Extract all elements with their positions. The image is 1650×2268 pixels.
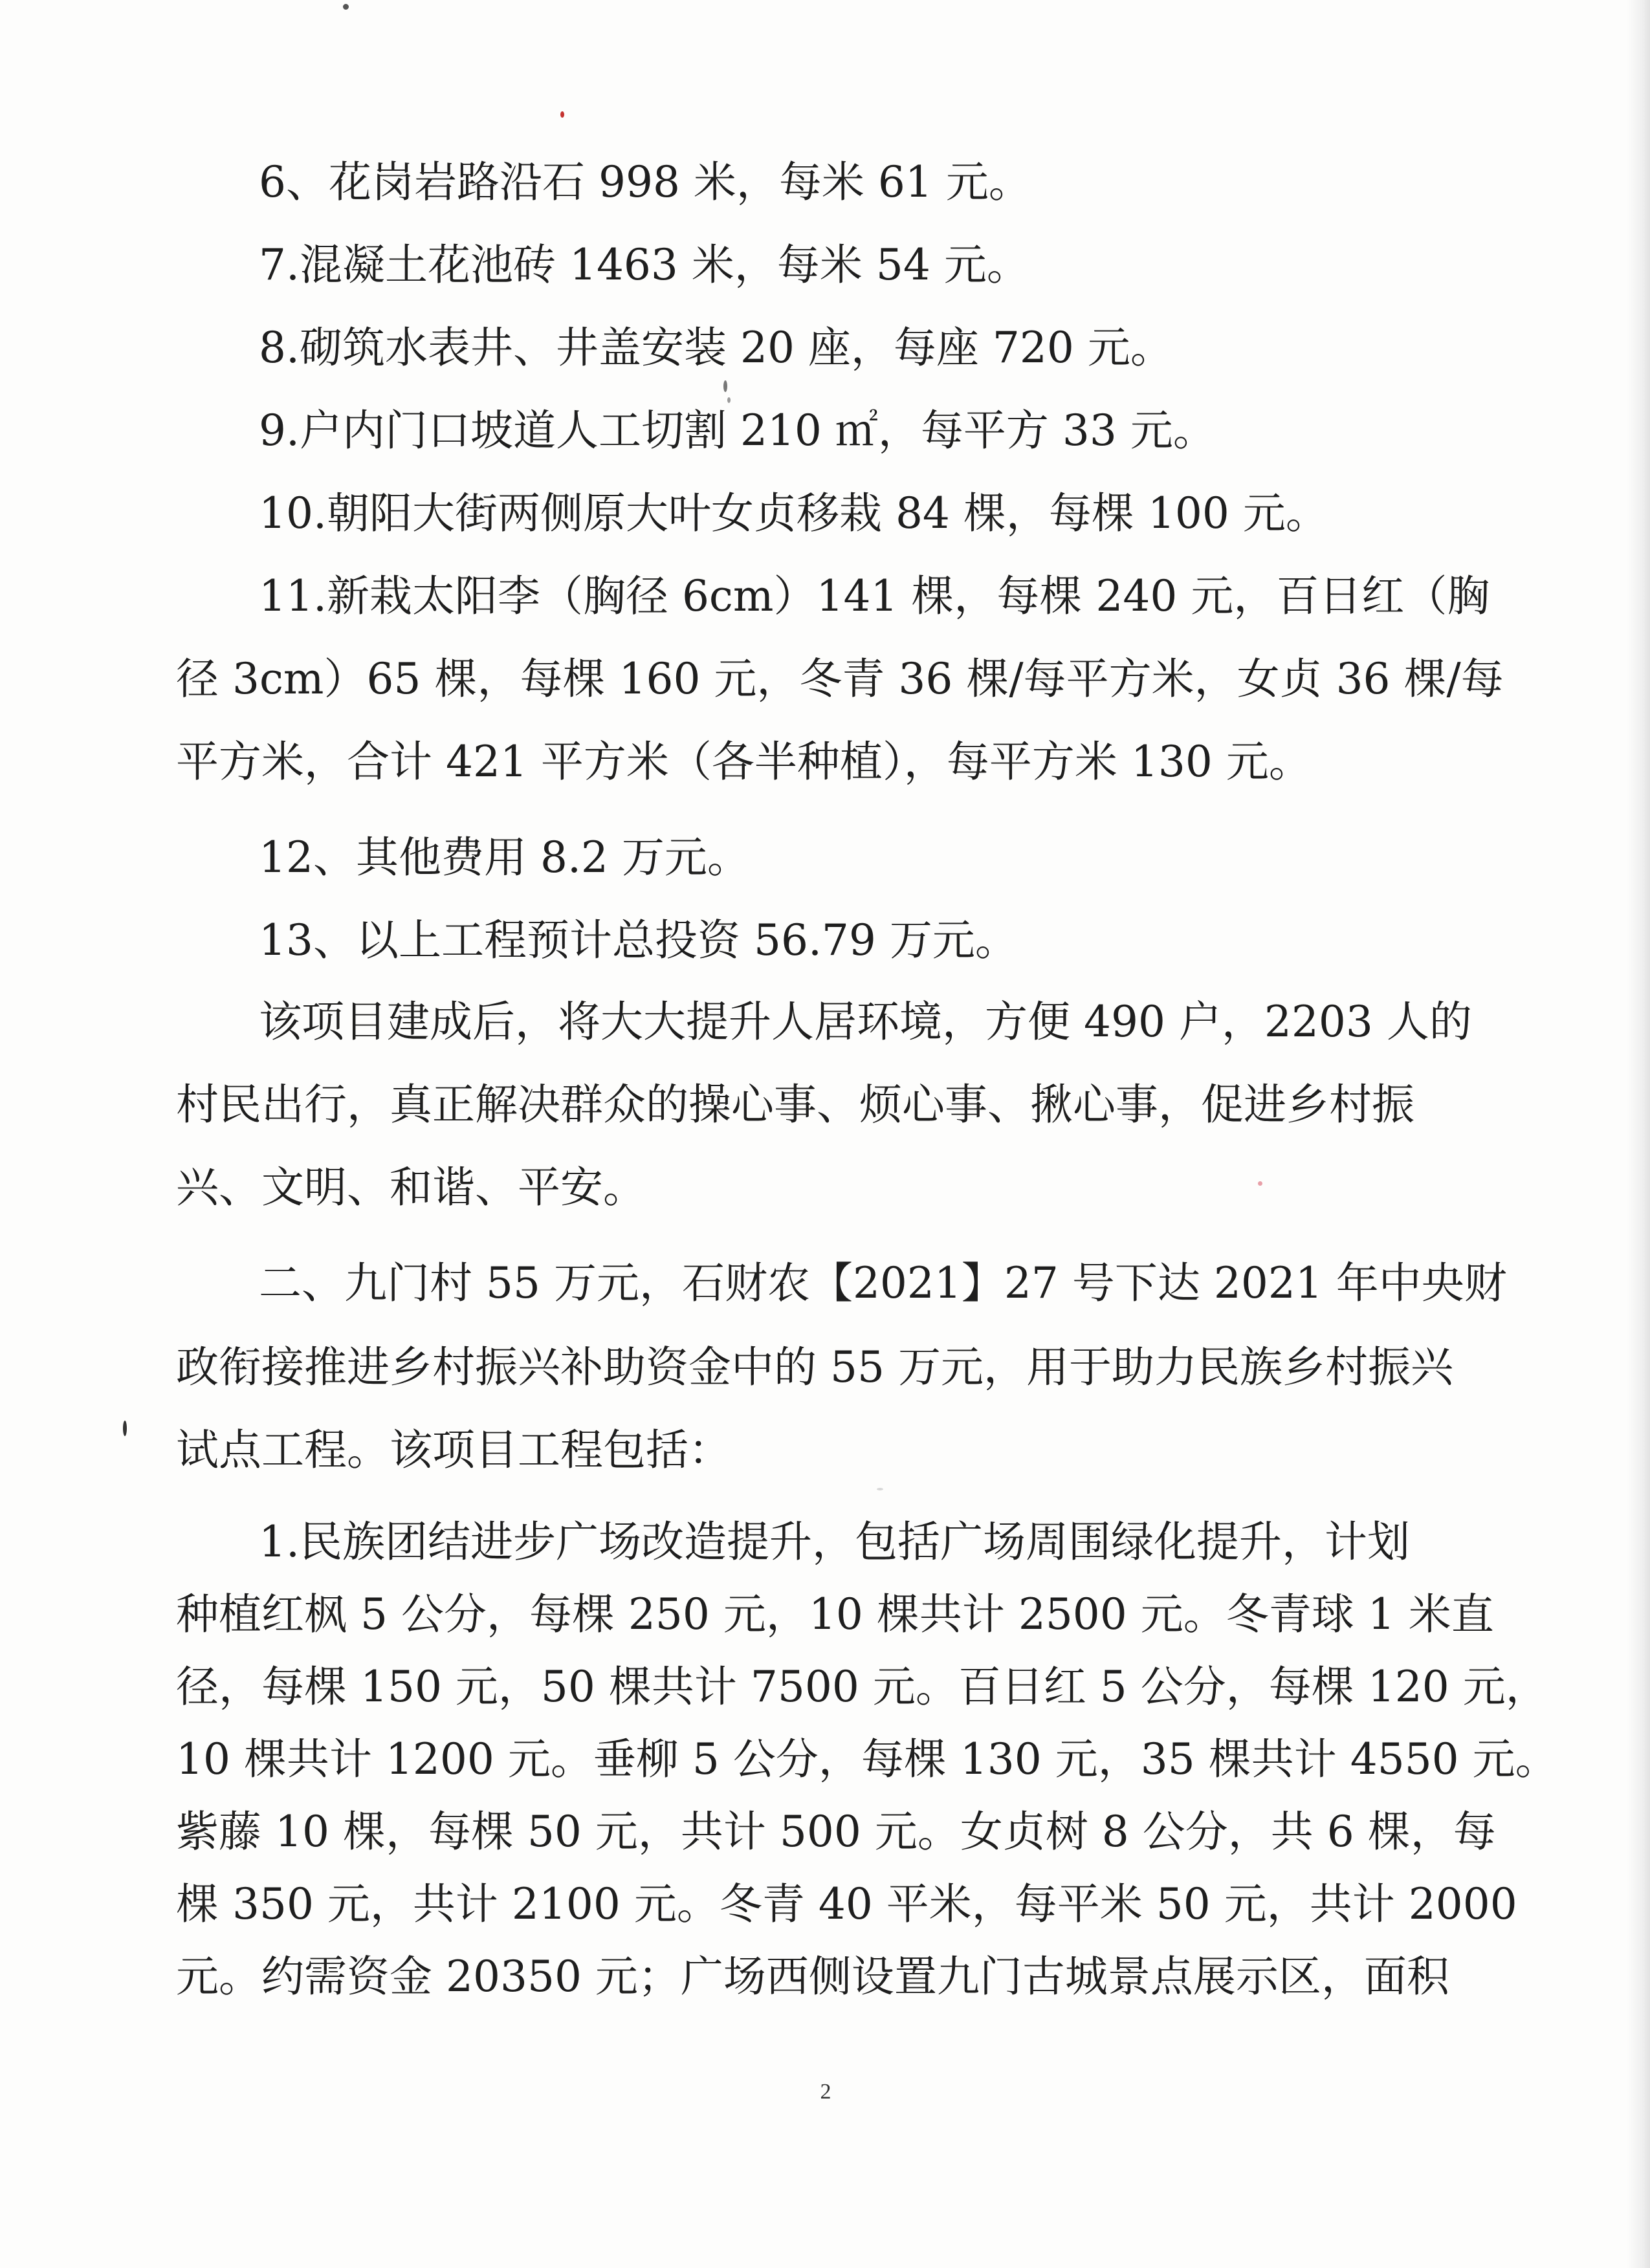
- text-line-13: 兴、文明、和谐、平安。: [176, 1162, 646, 1212]
- text-line-5: 10.朝阳大街两侧原大叶女贞移栽 84 棵，每棵 100 元。: [259, 488, 1328, 538]
- text-line-6: 11.新栽太阳李（胸径 6cm）141 棵，每棵 240 元，百日红（胸: [259, 571, 1490, 621]
- text-line-22: 棵 350 元，共计 2100 元。冬青 40 平米，每平米 50 元，共计 2000: [176, 1879, 1517, 1929]
- text-line-9: 12、其他费用 8.2 万元。: [259, 833, 750, 882]
- text-line-2: 7.混凝土花池砖 1463 米，每米 54 元。: [259, 240, 1029, 290]
- scan-speck: [560, 111, 564, 118]
- text-line-17: 1.民族团结进步广场改造提升，包括广场周围绿化提升，计划: [259, 1517, 1410, 1567]
- text-line-21: 紫藤 10 棵，每棵 50 元，共计 500 元。女贞树 8 公分，共 6 棵，每: [176, 1807, 1496, 1857]
- text-line-23: 元。约需资金 20350 元；广场西侧设置九门古城景点展示区，面积: [176, 1952, 1449, 2001]
- text-line-11: 该项目建成后，将大大提升人居环境，方便 490 户，2203 人的: [259, 997, 1472, 1047]
- text-line-18: 种植红枫 5 公分，每棵 250 元，10 棵共计 2500 元。冬青球 1 米直: [176, 1589, 1494, 1639]
- text-line-12: 村民出行，真正解决群众的操心事、烦心事、揪心事，促进乡村振: [176, 1080, 1414, 1129]
- text-line-16: 试点工程。该项目工程包括：: [176, 1425, 731, 1475]
- text-line-1: 6、花岗岩路沿石 998 米，每米 61 元。: [259, 157, 1031, 207]
- text-line-19: 径，每棵 150 元，50 棵共计 7500 元。百日红 5 公分，每棵 120 元，: [176, 1662, 1548, 1712]
- text-line-14: 二、九门村 55 万元，石财农【2021】27 号下达 2021 年中央财: [259, 1258, 1507, 1308]
- scan-speck: [727, 397, 731, 403]
- scan-speck: [1258, 1181, 1262, 1186]
- page-number: 2: [820, 2080, 831, 2104]
- scan-speck: [723, 380, 727, 392]
- text-line-4: 9.户内门口坡道人工切割 210 ㎡，每平方 33 元。: [259, 406, 1216, 455]
- scan-speck: [123, 1421, 127, 1436]
- text-line-15: 政衔接推进乡村振兴补助资金中的 55 万元，用于助力民族乡村振兴: [176, 1342, 1453, 1392]
- text-line-8: 平方米，合计 421 平方米（各半种植），每平方米 130 元。: [176, 737, 1312, 787]
- text-line-7: 径 3cm）65 棵，每棵 160 元，冬青 36 棵/每平方米，女贞 36 棵/每: [176, 654, 1504, 704]
- scan-speck: [343, 4, 349, 10]
- text-line-20: 10 棵共计 1200 元。垂柳 5 公分，每棵 130 元，35 棵共计 4550 元。: [176, 1734, 1558, 1784]
- text-line-10: 13、以上工程预计总投资 56.79 万元。: [259, 915, 1018, 965]
- text-line-3: 8.砌筑水表井、井盖安装 20 座，每座 720 元。: [259, 323, 1173, 373]
- scan-speck: [877, 1488, 883, 1490]
